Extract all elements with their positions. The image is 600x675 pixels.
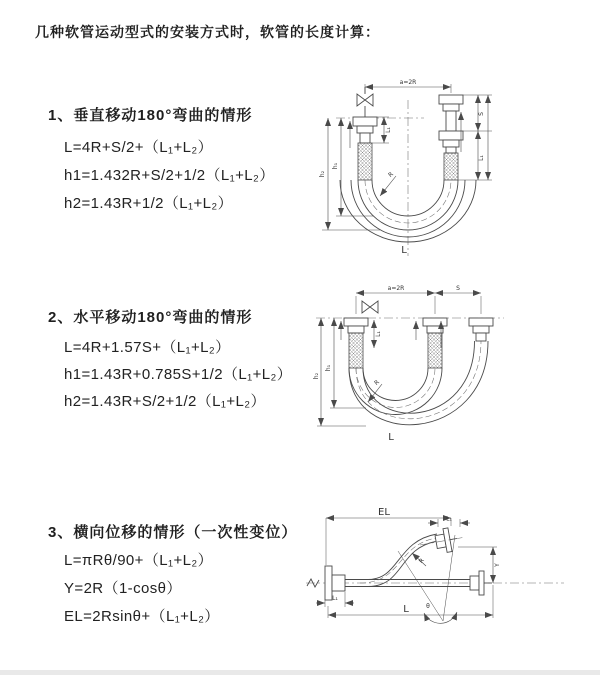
section2-formula-L: L=4R+1.57S+（L₁+L₂）	[64, 339, 231, 356]
dim-span	[365, 79, 451, 93]
radius-callout	[380, 171, 396, 196]
centerlines	[336, 100, 424, 256]
section2-formula-h1: h1=1.43R+0.785S+1/2（L₁+L₂）	[64, 366, 293, 383]
dim-label-theta: θ	[426, 603, 430, 610]
section3-formula-Y: Y=2R（1-cosθ）	[64, 580, 182, 597]
angle-callout	[424, 603, 457, 623]
displaced-flange	[434, 527, 459, 554]
valve-icon	[362, 301, 378, 313]
left-fitting	[344, 318, 368, 368]
break-symbol	[307, 579, 319, 587]
section3-heading: 3、横向位移的情形（一次性变位）	[48, 524, 298, 541]
dim-label-l1-right: L₁	[478, 155, 485, 161]
dim-label-s: S	[478, 112, 485, 116]
hose-s-curve	[360, 534, 437, 587]
dim-label-h2: h₂	[313, 372, 320, 380]
radius-callout	[412, 553, 426, 566]
section3-formula-EL: EL=2Rsinθ+（L₁+L₂）	[64, 608, 220, 625]
dim-label-l: L	[388, 432, 394, 443]
dim-label-y: Y	[494, 563, 501, 567]
dim-label-r: R	[387, 170, 395, 179]
section1-formula-h2: h2=1.43R+1/2（L₁+L₂）	[64, 195, 234, 212]
dim-label-l1-left: L₁	[375, 331, 382, 337]
radius-callout	[368, 379, 382, 402]
section1-heading: 1、垂直移动180°弯曲的情形	[48, 107, 253, 124]
right-fitting	[469, 318, 493, 341]
dim-fitting-left	[374, 320, 382, 348]
dim-label-l1-top: L₁	[446, 515, 452, 523]
valve-icon	[357, 87, 373, 117]
dim-label-a2r: a=2R	[399, 79, 417, 86]
page-title: 几种软管运动型式的安装方式时，软管的长度计算：	[35, 24, 380, 40]
dim-label-l: L	[401, 245, 407, 256]
dim-label-r: R	[417, 557, 426, 565]
dim-span-and-stroke	[356, 285, 481, 314]
middle-fitting	[423, 318, 447, 368]
scan-edge	[0, 670, 600, 675]
dim-length-l	[328, 585, 493, 618]
section2-formula-h2: h2=1.43R+S/2+1/2（L₁+L₂）	[64, 393, 266, 410]
dim-label-s: S	[456, 285, 460, 292]
left-fitting	[353, 117, 377, 180]
right-flange	[470, 571, 492, 595]
dim-fitting-top	[428, 516, 470, 528]
lateral-displacement-diagram	[298, 503, 598, 653]
dim-label-h1: h₁	[325, 364, 332, 372]
dim-label-el: EL	[378, 507, 390, 518]
section2-heading: 2、水平移动180°弯曲的情形	[48, 309, 253, 326]
horizontal-180-bend-diagram	[308, 280, 598, 460]
dim-el	[326, 507, 451, 565]
vertical-180-bend-diagram	[310, 72, 595, 262]
dim-label-h2: h₂	[319, 170, 326, 178]
dim-label-h1: h₁	[332, 162, 339, 170]
hose-curves	[349, 341, 488, 425]
right-fitting	[439, 95, 463, 180]
dim-fitting-left	[316, 592, 354, 607]
section3-formula-L: L=πRθ/90+（L₁+L₂）	[64, 552, 213, 569]
dim-label-r: R	[373, 378, 381, 387]
dim-label-l: L	[403, 604, 409, 615]
section1-formula-L: L=4R+S/2+（L₁+L₂）	[64, 139, 214, 156]
dim-label-a2r: a=2R	[387, 285, 405, 292]
section1-formula-h1: h1=1.432R+S/2+1/2（L₁+L₂）	[64, 167, 275, 184]
dim-label-l1-left: L₁	[332, 595, 338, 602]
dim-label-l1-left: L₁	[385, 127, 392, 133]
